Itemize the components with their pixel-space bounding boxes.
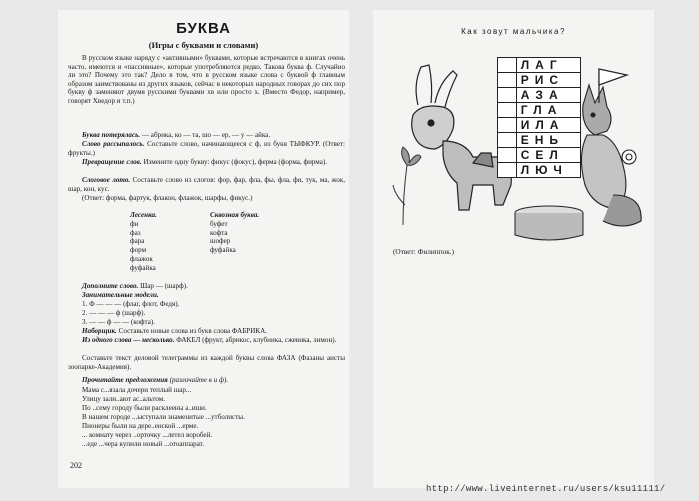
transform-text: Измените одну букву: фикус (фокус), ферма (форма, фирма).	[143, 158, 328, 166]
typesetter-text: Составьте новые слова из букв слова ФАБРИКА.	[118, 327, 267, 335]
intro-paragraph: В русском языке наряду с «активными» буквами, которые встречаются в книгах очень часто, имеются и «пассивные», которые употребляются редко. Такова буква ф. Случайно ли это? Почему это так? Дело в том, что в русском языке слова с буквой ф главным образом заимствованы из других языков, сейчас в некоторых народных говорах до сих пор букву ф заменяют двумя русскими буквами хв или просто х. (Вместо Федор, например, говорят Хведор и т.п.)	[68, 54, 345, 105]
page-number: 202	[70, 461, 82, 470]
ladder-word: фара	[130, 237, 145, 246]
model-line: 2. — — — ф (шарф).	[82, 309, 146, 317]
grid-word-cell: АЗА	[517, 88, 581, 103]
model-line: 3. — — ф — — (кофта).	[82, 318, 155, 326]
grid-word-cell: ЛЮЧ	[517, 163, 581, 178]
grid-word-cell: ГЛА	[517, 103, 581, 118]
lost-letter-text: — абрика, ко — та, шо — ер, — у — айка.	[141, 131, 271, 139]
complete-label: Дополните слово.	[82, 282, 139, 290]
telegram-task: Составьте текст деловой телеграммы из каждой буквы слова ФАЗА (Фазаны аисты зоопарке-Академия).	[68, 354, 345, 371]
ladder-column	[130, 211, 157, 273]
sentence-line: Улицу зали..ают ас..альтом.	[82, 395, 166, 403]
right-page	[373, 10, 654, 488]
scattered-word-label: Слово рассыпалось.	[82, 140, 145, 148]
grid-word-cell: СЕЛ	[517, 148, 581, 163]
scattered-word-text: Составьте слово, начинающееся с ф, из букв ТЫФКУР. (Ответ: фрукты.)	[68, 140, 345, 157]
sentence-line: По ..сему городу были расклеены а..иши.	[82, 404, 207, 412]
grid-blank-cell	[497, 88, 517, 103]
ladder-word: фи	[130, 219, 139, 228]
flower-illustration	[393, 147, 421, 225]
through-word: кофта	[210, 228, 228, 237]
grid-row	[497, 148, 581, 163]
through-word: шофер	[210, 237, 231, 246]
letter-grid	[497, 57, 581, 178]
complete-text: Шар — (шарф).	[140, 282, 188, 290]
grid-word-cell: ЛАГ	[517, 57, 581, 73]
grid-blank-cell	[497, 148, 517, 163]
one-to-many-label: Из одного слова — несколько.	[82, 336, 175, 344]
ladder-word: флажок	[130, 254, 153, 263]
read-hint: (различайте в и ф).	[169, 376, 229, 384]
grid-row	[497, 163, 581, 178]
page-subtitle: (Игры с буквами и словами)	[148, 40, 259, 50]
grid-row	[497, 57, 581, 73]
complete-word	[68, 282, 345, 291]
grid-word-cell: ИЛА	[517, 118, 581, 133]
grid-row	[497, 133, 581, 148]
page-title: БУКВА	[176, 20, 231, 37]
read-label: Прочитайте предложения	[82, 376, 168, 384]
ladder-word: фуфайка	[130, 263, 156, 272]
grid-blank-cell	[497, 57, 517, 73]
through-header: Сквозная буква.	[210, 211, 260, 219]
lost-letter	[68, 131, 345, 140]
sentence-line: В нашем городе ...ыступали знаменитые ...утболисты.	[82, 413, 245, 421]
lotto-answer: (Ответ: форма, фартук, флакон, флажок, шарфы, фикус.)	[82, 194, 253, 202]
sentence-line: Пионеры были на дере..енской ...ерме.	[82, 422, 199, 430]
read-sentences	[68, 376, 345, 385]
lost-letter-label: Буква потерялась.	[82, 131, 141, 139]
grid-blank-cell	[497, 133, 517, 148]
grid-word-cell: РИС	[517, 73, 581, 88]
ladder-word: форм	[130, 246, 147, 255]
ladder-header: Лесенка.	[130, 211, 157, 219]
scattered-word	[68, 140, 345, 157]
puzzle-answer: (Ответ: Филиппок.)	[393, 247, 455, 256]
stump-illustration	[515, 206, 583, 240]
grid-row	[497, 103, 581, 118]
transform-label: Превращение слов.	[82, 158, 142, 166]
grid-word-cell: ЕНЬ	[517, 133, 581, 148]
model-line: 1. Ф — — — (флаг, флот, Федя).	[82, 300, 180, 308]
lotto-label: Слоговое лото.	[82, 176, 131, 184]
through-word: фуфайка	[210, 246, 236, 255]
one-to-many	[68, 336, 345, 345]
watermark-url: http://www.liveinternet.ru/users/ksu11111/	[426, 484, 666, 494]
sentence-line: Мама с...язала дочери теплый шар...	[82, 386, 192, 394]
transform-words	[68, 158, 345, 167]
grid-row	[497, 73, 581, 88]
left-page	[58, 10, 349, 488]
through-word: буфет	[210, 219, 228, 228]
puzzle-title: Как зовут мальчика?	[461, 27, 566, 36]
ladder-word: фаз	[130, 228, 141, 237]
lotto-text: Составьте слово из слогов: фор, фар, фла, фы, фла, фи, тук, ма, жок, шар, кон, кус.	[68, 176, 346, 193]
typesetter-label: Наборщик.	[82, 327, 117, 335]
syllable-lotto	[68, 176, 345, 193]
fox-illustration	[581, 85, 641, 226]
grid-blank-cell	[497, 163, 517, 178]
grid-blank-cell	[497, 73, 517, 88]
through-letter-column	[210, 211, 259, 255]
grid-blank-cell	[497, 103, 517, 118]
one-to-many-text: ФАКЕЛ (фрукт, абрикос, клубника, сжевика, лимон).	[176, 336, 337, 344]
grid-blank-cell	[497, 118, 517, 133]
typesetter	[68, 327, 345, 336]
grid-row	[497, 118, 581, 133]
sentence-line: ...еде ...чера купили новый ...отоаппарат.	[82, 440, 205, 448]
grid-row	[497, 88, 581, 103]
models-label: Занимательные модели.	[82, 291, 159, 299]
sentence-line: ... комнату через ..орточку ...летел воробей.	[82, 431, 213, 439]
